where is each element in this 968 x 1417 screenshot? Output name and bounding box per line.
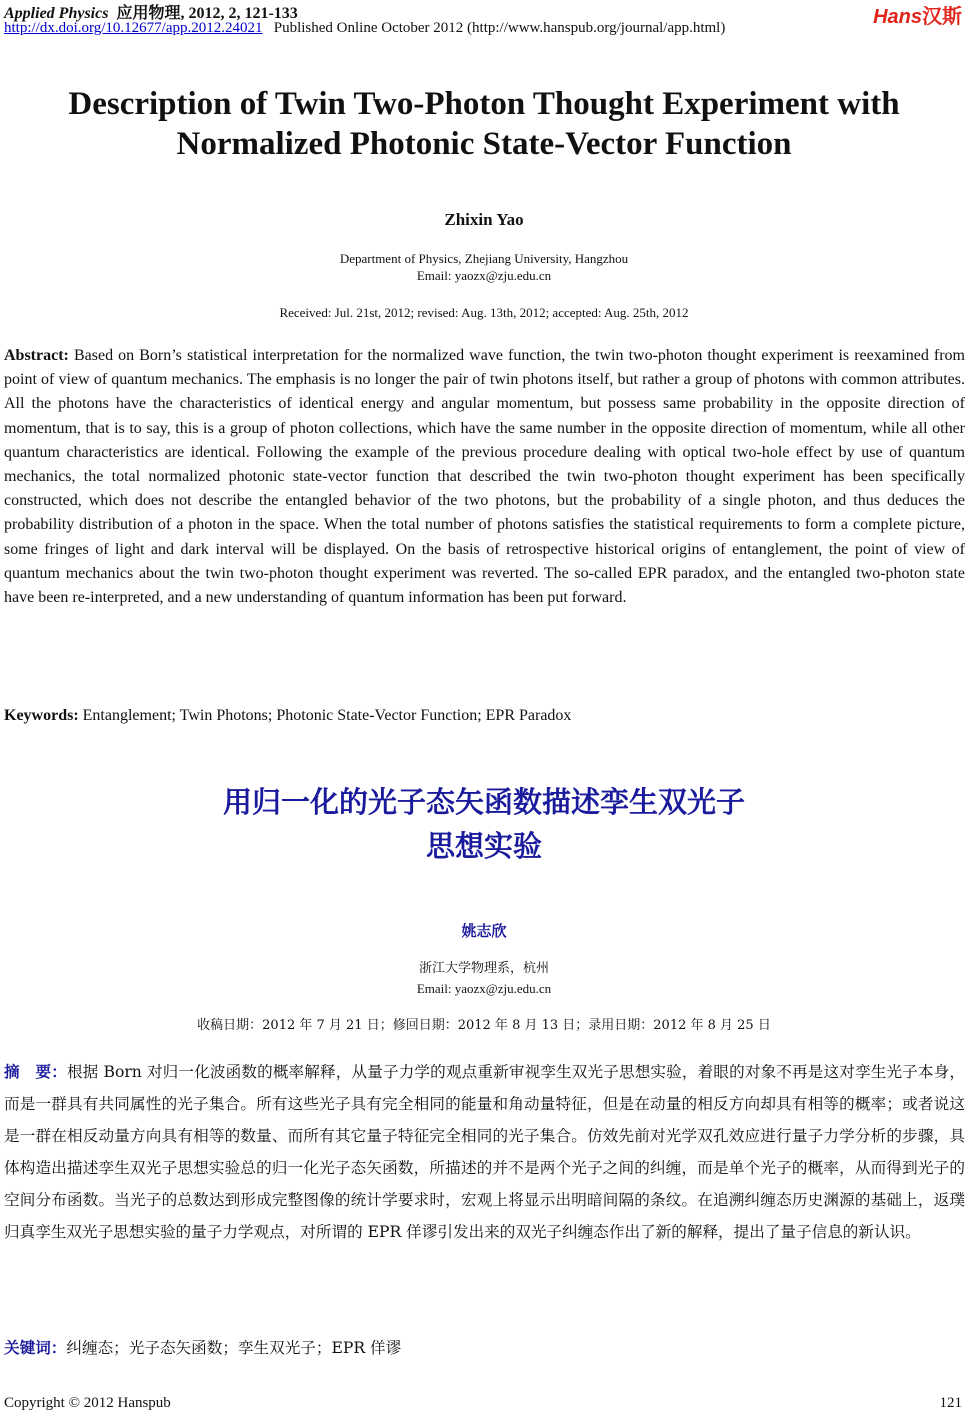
email: Email: yaozx@zju.edu.cn [416,268,552,283]
chinese-affiliation: 浙江大学物理系，杭州 [418,961,549,976]
chinese-email: Email: yaozx@zju.edu.cn [416,981,552,996]
english-abstract: Abstract: Based on Born’s statistical interpretation for the normalized wave function, the twin two-photon thought experiment is reexamined from point of view of quantum mechanics. The emphasis is no longer the pair of twin photons itself, but rather a group of photons with common attributes. All the photons have the characteristics of identical energy and angular momentum, but possess same probability in the opposite direction of momentum, that is to say, this is a group of photon collections, which have the same number in the opposite direction of momentum, while all other quantum characteristics are identical. Following the example of the previous procedure dealing with optical two-hole effect by use of quantum mechanics, the total normalized photonic state-vector function that described the twin two-photon thought experiment has been specifically constructed, which does not describe the entangled behavior of the two photons, but the probability of a single photon, and thus deduces the probability distribution of a photon in the space. When the total number of photons satisfies the statistical requirements to form a complete picture, some fringes of light and dark interval will be displayed. On the basis of retrospective historical origins of entanglement, the point of view of quantum mechanics about the twin two-photon thought experiment was reverted. The so-called EPR paradox, and the entangled two-photon state have been re-interpreted, and a new understanding of quantum information has been put forward. [4,347,966,607]
paper-title: Description of Twin Two-Photon Thought Experiment with Normalized Photonic State-Vector Function [68,86,900,162]
chinese-keywords: 关键词：纠缠态；光子态矢函数；孪生双光子；EPR 佯谬 [4,1339,402,1357]
hans-logo: Hans汉斯 [873,6,962,28]
copyright: Copyright © 2012 Hanspub [4,1395,171,1411]
received-dates: Received: Jul. 21st, 2012; revised: Aug. 13th, 2012; accepted: Aug. 25th, 2012 [279,305,689,320]
journal-info: 应用物理, 2012, 2, 121-133 [116,5,298,22]
page-number: 121 [939,1395,962,1411]
affiliation: Department of Physics, Zhejiang University, Hangzhou [339,251,629,266]
english-keywords: Keywords: Entanglement; Twin Photons; Photonic State-Vector Function; EPR Paradox [4,707,572,724]
chinese-abstract: 摘 要：根据 Born 对归一化波函数的概率解释，从量子力学的观点重新审视孪生双光子思想实验，着眼的对象不再是这对孪生光子本身，而是一群具有共同属性的光子集合。所有这些光子具有完全相同的能量和角动量特征，但是在动量的相反方向却具有相等的概率；或者说这是一群在相反动量方向具有相等的数量、而所有其它量子特征完全相同的光子集合。仿效先前对光学双孔效应进行量子力学分析的步骤，具体构造出描述孪生双光子思想实验总的归一化光子态矢函数，所描述的并不是两个光子之间的纠缠，而是单个光子的概率，从而得到光子的空间分布函数。当光子的总数达到形成完整图像的统计学要求时，宏观上将显示出明暗间隔的条纹。在追溯纠缠态历史渊源的基础上，返璞归真孪生双光子思想实验的量子力学观点，对所谓的 EPR 佯谬引发出来的双光子纠缠态作出了新的解释，提出了量子信息的新认识。 [4,1063,965,1241]
chinese-author: 姚志欣 [461,922,507,940]
published-info: Published Online October 2012 (http://www.hanspub.org/journal/app.html) [273,20,726,36]
journal-name: Applied Physics [4,5,109,22]
chinese-title: 用归一化的光子态矢函数描述孪生双光子 思想实验 [222,785,745,863]
doi-link[interactable]: http://dx.doi.org/10.12677/app.2012.24021 [4,20,263,36]
author: Zhixin Yao [444,210,524,229]
publication-line [4,20,725,37]
chinese-received-dates: 收稿日期：2012 年 7 月 21 日；修回日期：2012 年 8 月 13 日；录用日期：2012 年 8 月 25 日 [197,1018,771,1033]
